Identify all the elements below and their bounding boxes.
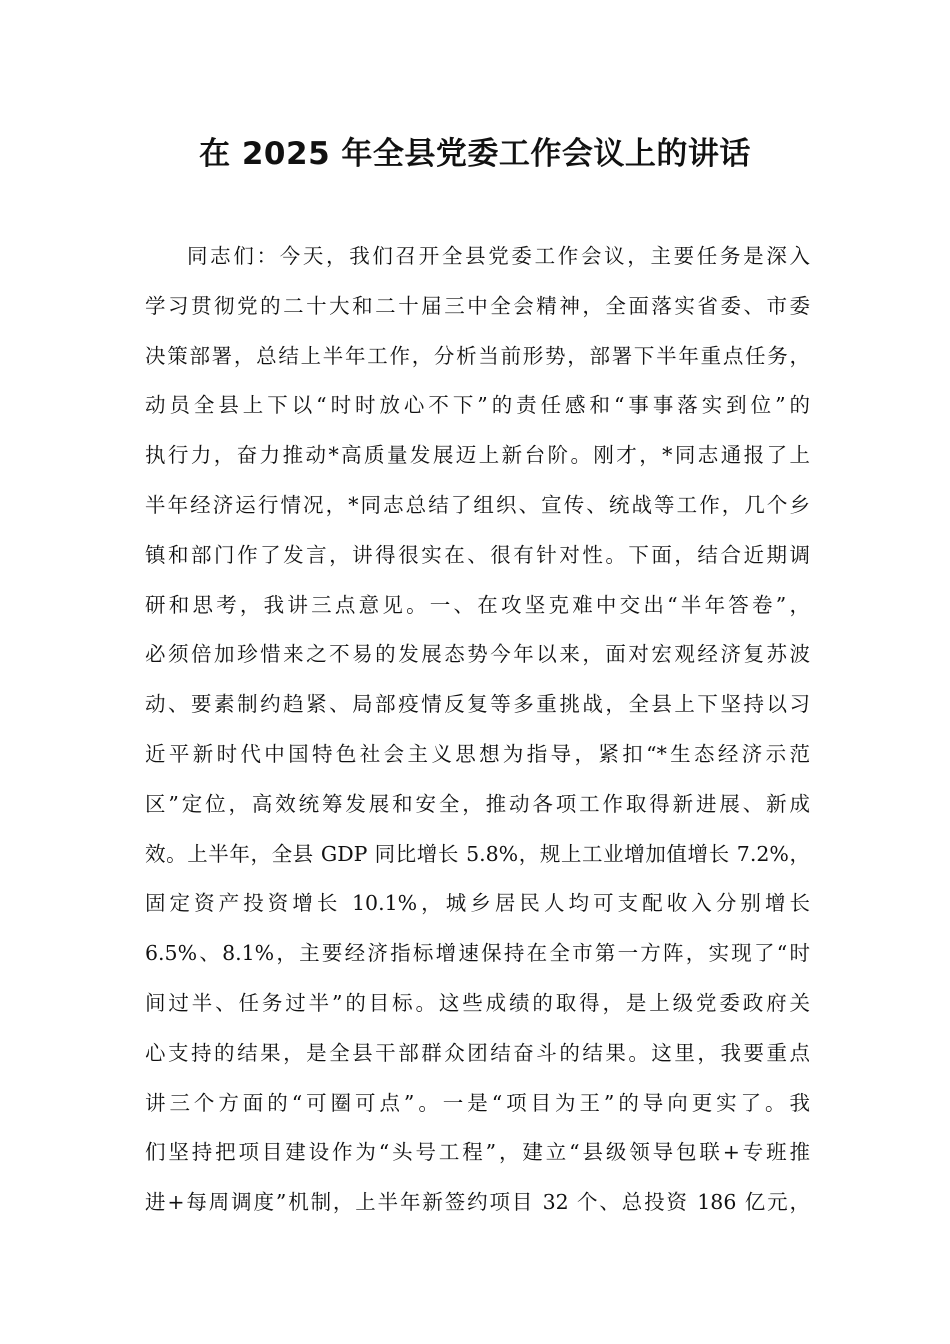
text-line: 进+每周调度”机制，上半年新签约项目 32 个、总投资 186 亿元， — [145, 1190, 810, 1215]
text-line: 半年经济运行情况，*同志总结了组织、宣传、统战等工作，几个乡 — [145, 492, 810, 517]
speech-body — [145, 232, 810, 1228]
text-line: 执行力，奋力推动*高质量发展迈上新台阶。刚才，*同志通报了上 — [145, 443, 810, 468]
text-line: 6.5%、8.1%，主要经济指标增速保持在全市第一方阵，实现了“时 — [145, 941, 810, 966]
text-line: 动员全县上下以“时时放心不下”的责任感和“事事落实到位”的 — [145, 393, 810, 418]
text-line: 们坚持把项目建设作为“头号工程”，建立“县级领导包联+专班推 — [145, 1140, 810, 1165]
text-line: 间过半、任务过半”的目标。这些成绩的取得，是上级党委政府关 — [145, 990, 810, 1015]
text-line: 决策部署，总结上半年工作，分析当前形势，部署下半年重点任务， — [145, 343, 810, 368]
text-line: 近平新时代中国特色社会主义思想为指导，紧扣“*生态经济示范 — [145, 741, 810, 766]
text-line: 心支持的结果，是全县干部群众团结奋斗的结果。这里，我要重点 — [145, 1040, 810, 1065]
document-title: 在 2025 年全县党委工作会议上的讲话 — [199, 136, 751, 172]
text-line: 固定资产投资增长 10.1%，城乡居民人均可支配收入分别增长 — [145, 891, 810, 916]
text-line: 学习贯彻党的二十大和二十届三中全会精神，全面落实省委、市委 — [145, 293, 810, 318]
text-line: 必须倍加珍惜来之不易的发展态势今年以来，面对宏观经济复苏波 — [145, 642, 810, 667]
text-line: 区”定位，高效统筹发展和安全，推动各项工作取得新进展、新成 — [145, 791, 810, 816]
text-line: 研和思考，我讲三点意见。一、在攻坚克难中交出“半年答卷”， — [145, 592, 810, 617]
text-line: 效。上半年，全县 GDP 同比增长 5.8%，规上工业增加值增长 7.2%， — [145, 841, 810, 866]
text-line: 动、要素制约趋紧、局部疫情反复等多重挑战，全县上下坚持以习 — [145, 692, 810, 717]
text-line: 镇和部门作了发言，讲得很实在、很有针对性。下面，结合近期调 — [145, 542, 810, 567]
text-line: 同志们：今天，我们召开全县党委工作会议，主要任务是深入 — [187, 244, 810, 268]
text-line: 讲三个方面的“可圈可点”。一是“项目为王”的导向更实了。我 — [145, 1090, 810, 1115]
